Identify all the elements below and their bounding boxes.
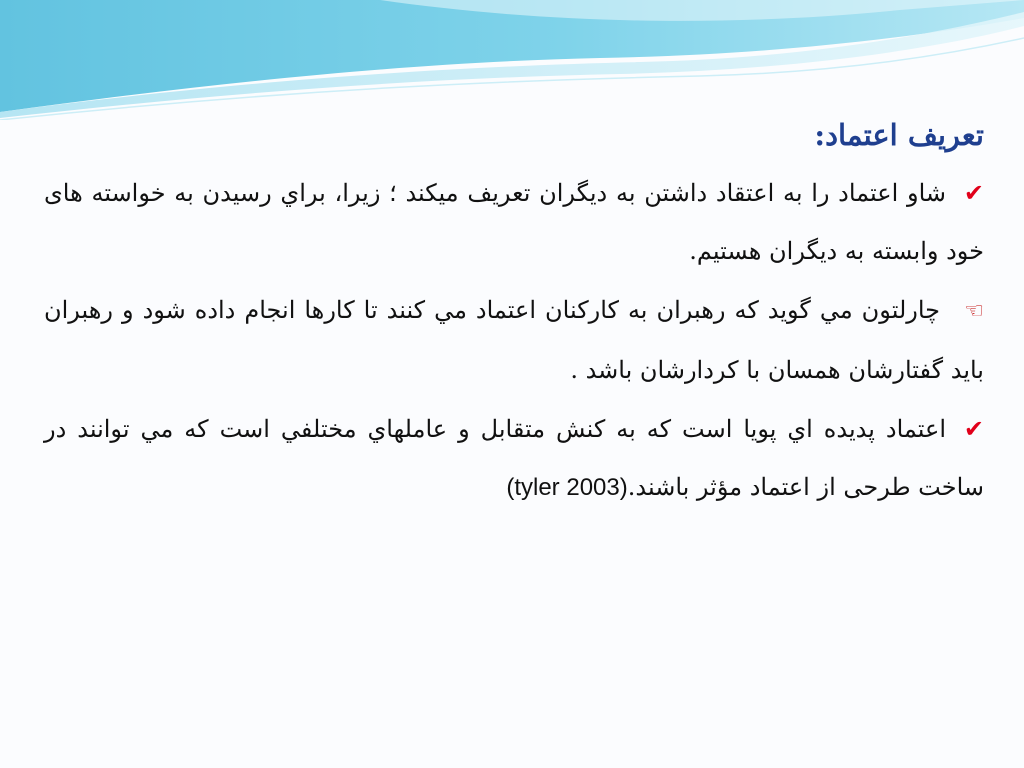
check-icon: ✔ (963, 179, 984, 207)
citation: (tyler 2003) (506, 474, 628, 501)
bullet-item (44, 281, 984, 399)
bullet-item (44, 164, 984, 280)
bullet-text: اعتماد پديده اي پويا است كه به كنش متقابل و عاملهاي مختلفي است كه مي توانند در ساخت طرحی از اعتماد مؤثر باشند. (44, 415, 984, 501)
header-wave-decoration (0, 0, 1024, 120)
slide-title: تعریف اعتماد: (814, 118, 984, 152)
slide-content (44, 108, 984, 518)
bullet-item (44, 400, 984, 517)
bullet-text: چارلتون مي گويد كه رهبران به كاركنان اعتماد مي كنند تا كارها انجام داده شود و رهبران بايد گفتارشان همسان با كردارشان باشد . (44, 296, 984, 384)
bullet-text: شاو اعتماد را به اعتقاد داشتن به ديگران تعريف ميكند ؛ زيرا، براي رسيدن به خواسته های خود وابسته به ديگران هستيم. (44, 179, 984, 265)
check-icon: ✔ (963, 415, 984, 443)
pointing-hand-icon: ☜ (964, 299, 984, 324)
